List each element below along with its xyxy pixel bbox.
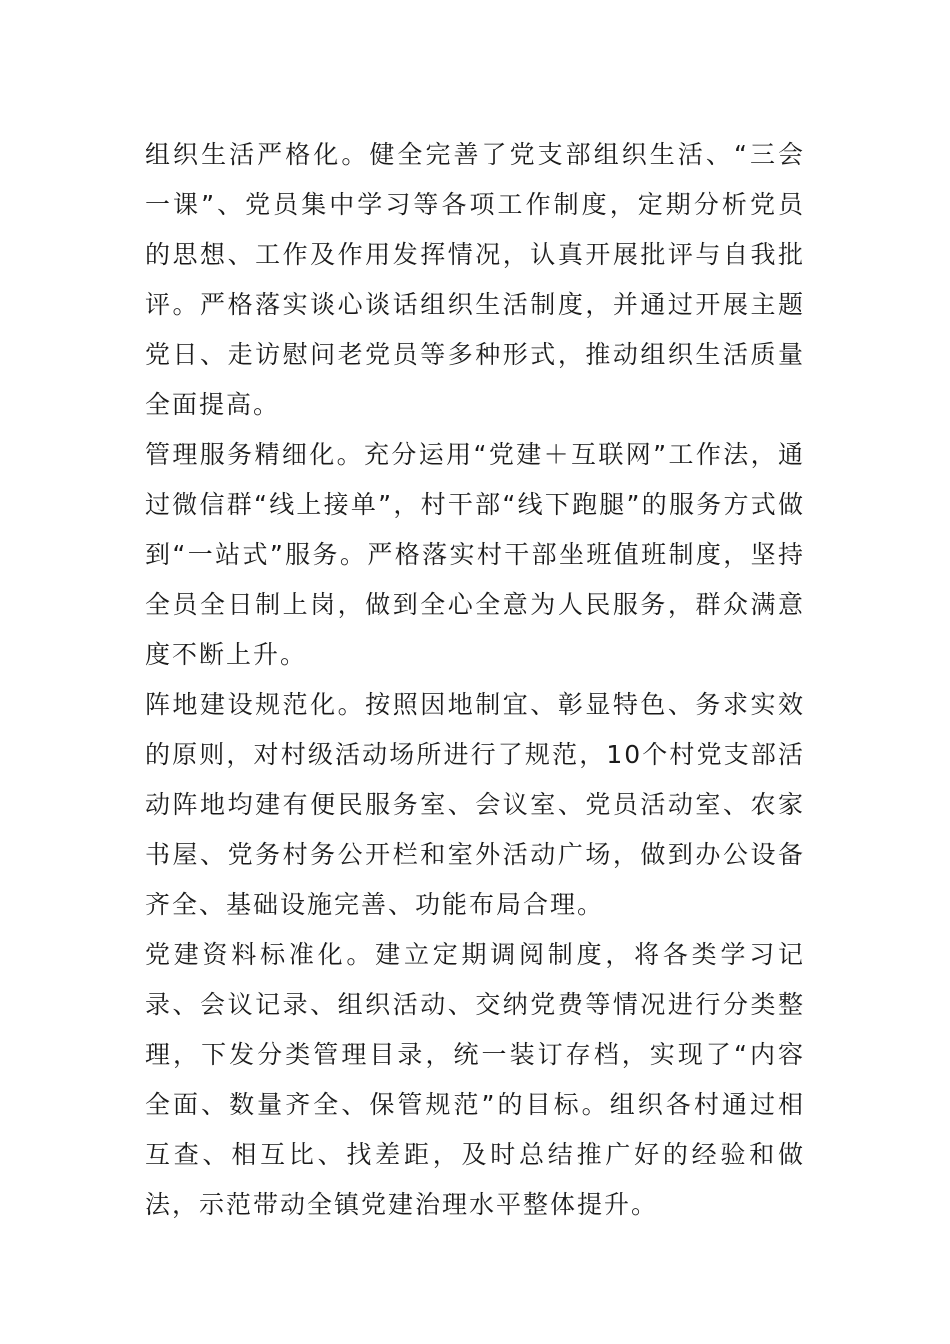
paragraph-organization-life: 组织生活严格化。健全完善了党支部组织生活、“三会一课”、党员集中学习等各项工作制度，定期分析党员的思想、工作及作用发挥情况，认真开展批评与自我批评。严格落实谈心谈话组织生活制度，并通过开展主题党日、走访慰问老党员等多种形式，推动组织生活质量全面提高。: [145, 140, 805, 419]
paragraph-management-service: 管理服务精细化。充分运用“党建＋互联网”工作法，通过微信群“线上接单”，村干部“线下跑腿”的服务方式做到“一站式”服务。严格落实村干部坐班值班制度，坚持全员全日制上岗，做到全心全意为人民服务，群众满意度不断上升。: [145, 440, 805, 669]
paragraph-party-materials: 党建资料标准化。建立定期调阅制度，将各类学习记录、会议记录、组织活动、交纳党费等情况进行分类整理，下发分类管理目录，统一装订存档，实现了“内容全面、数量齐全、保管规范”的目标。组织各村通过相互查、相互比、找差距，及时总结推广好的经验和做法，示范带动全镇党建治理水平整体提升。: [145, 940, 805, 1219]
paragraph-position-construction: 阵地建设规范化。按照因地制宜、彰显特色、务求实效的原则，对村级活动场所进行了规范，10个村党支部活动阵地均建有便民服务室、会议室、党员活动室、农家书屋、党务村务公开栏和室外活动广场，做到办公设备齐全、基础设施完善、功能布局合理。: [145, 690, 805, 919]
document-body: [145, 130, 805, 1230]
